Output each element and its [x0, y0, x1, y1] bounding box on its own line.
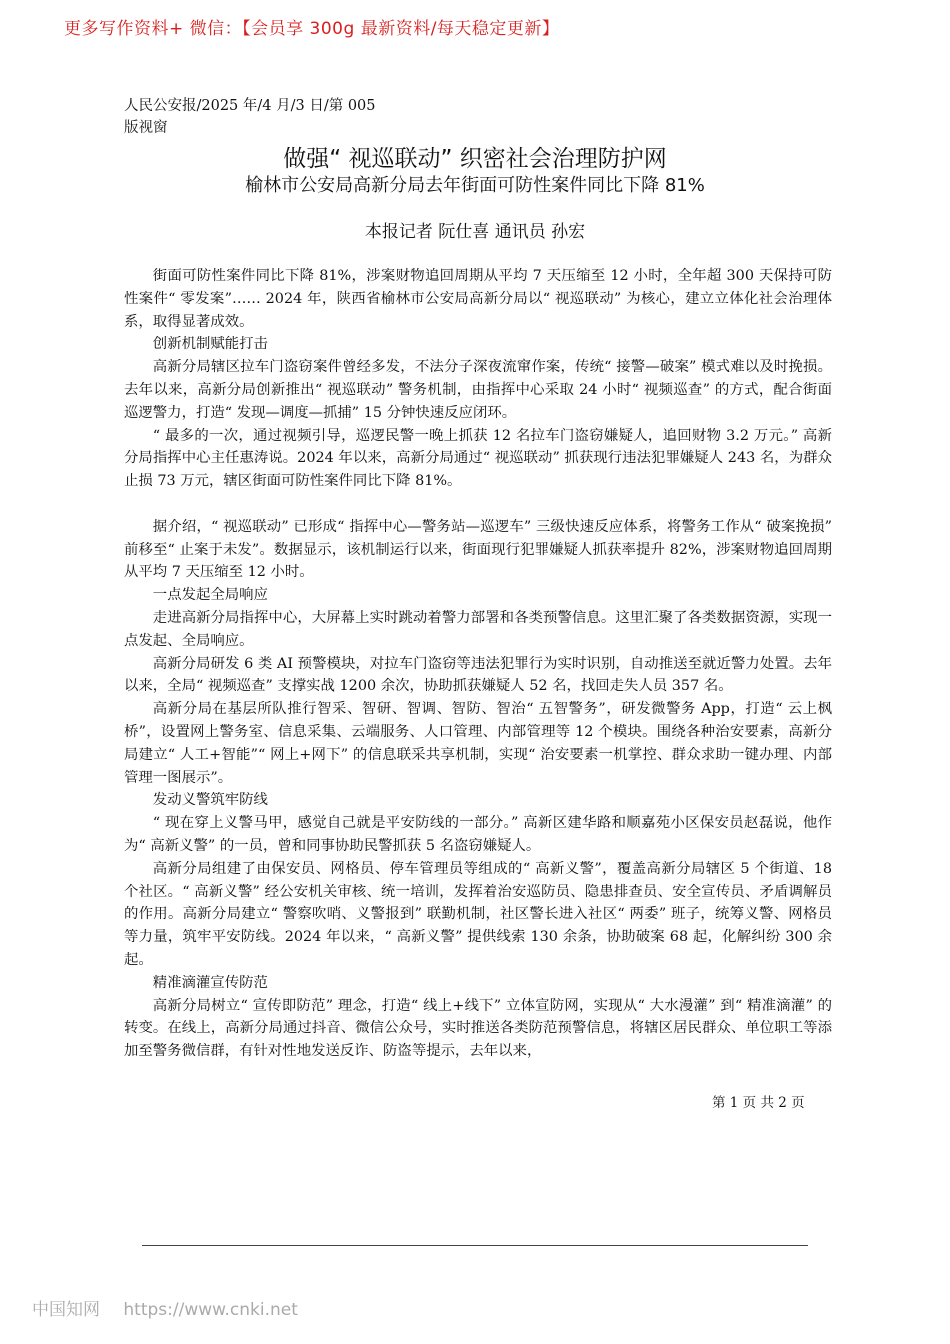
paragraph: “ 现在穿上义警马甲，感觉自己就是平安防线的一部分。” 高新区建华路和顺嘉苑小区保安员赵磊说，他作为“ 高新义警” 的一员，曾和同事协助民警抓获 5 名盗窃嫌疑人。	[124, 815, 832, 854]
paragraph: 走进高新分局指挥中心，大屏幕上实时跳动着警力部署和各类预警信息。这里汇聚了各类数据资源，实现一点发起、全局响应。	[124, 609, 832, 649]
promo-banner: 更多写作资料+ 微信：【会员享 300g 最新资料/每天稳定更新】	[64, 19, 560, 39]
paragraph: 高新分局组建了由保安员、网格员、停车管理员等组成的“ 高新义警”，覆盖高新分局辖区 5 个街道、18 个社区。“ 高新义警” 经公安机关审核、统一培训，发挥着治安巡防员、隐患排查员、安全宣传员、矛盾调解员的作用。高新分局建立“ 警察吹哨、义警报到” 联勤机制，社区警长进入社区“ 两委” 班子，统筹义警、网格员等力量，筑牢平安防线。2024 年以来，“ 高新义警” 提供线索 130 余条，协助破案 68 起，化解纠纷 300 余起。	[124, 860, 832, 968]
section-heading: 精准滴灌宣传防范	[152, 974, 268, 991]
section-heading: 创新机制赋能打击	[152, 336, 268, 353]
article-title: 做强“ 视巡联动” 织密社会治理防护网	[283, 146, 667, 172]
byline: 本报记者 阮仕喜 通讯员 孙宏	[364, 222, 586, 242]
paragraph: “ 最多的一次，通过视频引导，巡逻民警一晚上抓获 12 名拉车门盗窃嫌疑人，追回财物 3.2 万元。” 高新分局指挥中心主任惠涛说。2024 年以来，高新分局通过“ 视巡联动” 抓获现行违法犯罪嫌疑人 243 名，为群众止损 73 万元，辖区街面可防性案件同比下降 81%。	[124, 427, 832, 490]
paragraph: 街面可防性案件同比下降 81%，涉案财物追回周期从平均 7 天压缩至 12 小时，全年超 300 天保持可防性案件“ 零发案”…… 2024 年，陕西省榆林市公安局高新分局以“ 视巡联动” 为核心，建立立体化社会治理体系，取得显著成效。	[124, 268, 832, 330]
footer-watermark	[32, 1295, 298, 1320]
paragraph: 高新分局在基层所队推行智采、智研、智调、智防、智治“ 五智警务”，研发微警务 App，打造“ 云上枫桥”，设置网上警务室、信息采集、云端服务、人口管理、内部管理等 12 个模块。围绕各种治安要素，高新分局建立“ 人工+智能”“ 网上+网下” 的信息联采共享机制，实现“ 治安要素一机掌控、群众求助一键办理、内部管理一图展示”。	[124, 701, 832, 786]
page-number: 第 1 页 共 2 页	[712, 1095, 805, 1111]
source-line-1: 人民公安报/2025 年/4 月/3 日/第 005	[124, 98, 376, 114]
source-line-2: 版视窗	[124, 120, 168, 136]
cnki-url: https://www.cnki.net	[123, 1300, 298, 1320]
section-heading: 发动义警筑牢防线	[152, 792, 268, 809]
article-subtitle: 榆林市公安局高新分局去年街面可防性案件同比下降 81%	[245, 175, 705, 196]
paragraph: 据介绍，“ 视巡联动” 已形成“ 指挥中心—警务站—巡逻车” 三级快速反应体系，将警务工作从“ 破案挽损” 前移至“ 止案于未发”。数据显示，该机制运行以来，街面现行犯罪嫌疑人抓获率提升 82%，涉案财物追回周期从平均 7 天压缩至 12 小时。	[124, 518, 832, 581]
paragraph: 高新分局树立“ 宣传即防范” 理念，打造“ 线上+线下” 立体宣防网，实现从“ 大水漫灌” 到“ 精准滴灌” 的转变。在线上，高新分局通过抖音、微信公众号，实时推送各类防范预警信息，将辖区居民群众、单位职工等添加至警务微信群，有针对性地发送反诈、防盗等提示，去年以来，	[124, 997, 832, 1060]
cnki-logo-text: 中国知网	[32, 1300, 100, 1320]
section-heading: 一点发起全局响应	[152, 587, 268, 604]
source-info	[124, 95, 376, 139]
footer-divider	[142, 1245, 808, 1246]
article-body	[124, 265, 832, 1063]
paragraph: 高新分局研发 6 类 AI 预警模块，对拉车门盗窃等违法犯罪行为实时识别，自动推送至就近警力处置。去年以来，全局“ 视频巡查” 支撑实战 1200 余次，协助抓获嫌疑人 52 名，找回走失人员 357 名。	[124, 655, 832, 695]
paragraph: 高新分局辖区拉车门盗窃案件曾经多发，不法分子深夜流窜作案，传统“ 接警—破案” 模式难以及时挽损。去年以来，高新分局创新推出“ 视巡联动” 警务机制，由指挥中心采取 24 小时“ 视频巡查” 的方式，配合街面巡逻警力，打造“ 发现—调度—抓捕” 15 分钟快速反应闭环。	[124, 359, 832, 421]
